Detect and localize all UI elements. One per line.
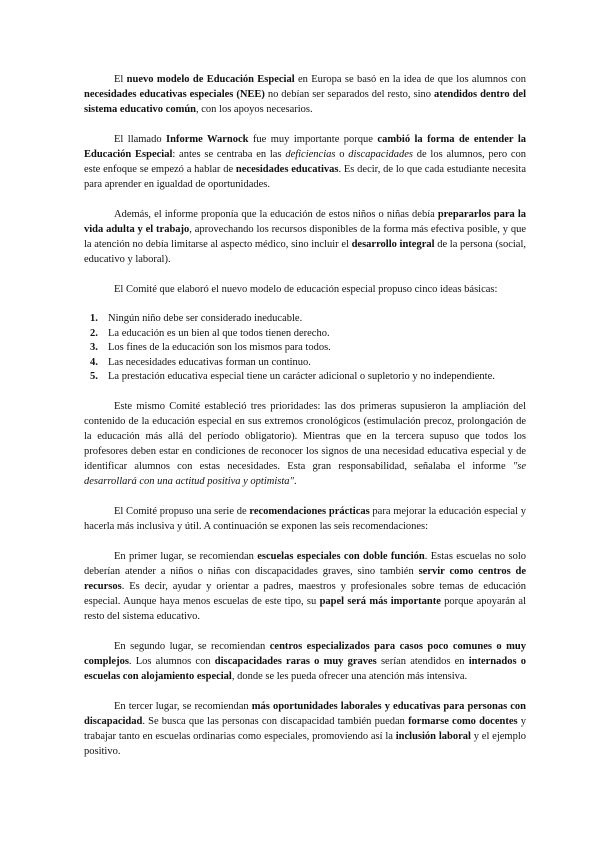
text: . Estas escuelas no solo deberían atender a niños o niñas con discapacidades graves, sino también [84, 550, 527, 577]
text: para mejorar la educación especial y hacerla más inclusiva y útil. A continuación se exponen las seis recomendaciones: [84, 505, 526, 532]
text: porque apoyarán al resto del sistema educativo. [84, 595, 526, 622]
list-number: 3. [90, 342, 98, 353]
list-number: 2. [90, 327, 98, 339]
text: . Los alumnos con [128, 655, 215, 667]
text: : antes se centraba en las [172, 149, 286, 160]
bold-text: internados o escuelas con alojamiento especial [84, 655, 527, 682]
text: El [114, 74, 127, 85]
paragraph-prioridades [84, 399, 526, 489]
text: , aprovechando los recursos disponibles de la forma más efectiva posible, y que la atención no debía limitarse al aspecto médico, sino incluir el [84, 224, 526, 250]
list-item [84, 312, 526, 327]
list-item-text: Ningún niño debe ser considerado ineducable. [108, 313, 303, 324]
text: Este mismo Comité estableció tres prioridades: las dos primeras supusieron la ampliación del contenido de la educación especial en sus extremos cronológicos (estimulación precoz, prolongación de la educación más allá del período obligatorio). Mientras que en la tercera supuso que todos los profesores deben estar en condiciones de reconocer los signos de una necesidad educativa especial y de identificar alumnos con estas necesidades. Esta gran responsabilidad, señalaba el informe [84, 400, 526, 472]
text: y trabajar tanto en escuelas ordinarias como especiales, promoviendo así la [84, 715, 527, 742]
text: En primer lugar, se recomiendan [114, 550, 258, 562]
bold-text: más oportunidades laborales y educativas para personas con discapacidad [84, 700, 526, 727]
text: , donde se les pueda ofrecer una atención más intensiva. [231, 670, 468, 682]
bold-text: Informe Warnock [166, 134, 249, 145]
paragraph-vida-adulta [84, 207, 526, 267]
bold-text: discapacidades raras o muy graves [214, 655, 377, 667]
text: de la persona (social, educativo y laboral). [84, 239, 526, 265]
text: . [293, 475, 297, 487]
text: El Comité propuso una serie de [114, 505, 250, 517]
text: y el ejemplo positivo. [84, 730, 526, 757]
paragraph-recomendaciones [84, 504, 526, 534]
text: . Se busca que las personas con discapacidad también puedan [142, 715, 409, 727]
document-body [84, 72, 526, 774]
list-item-text: La prestación educativa especial tiene un carácter adicional o supletorio y no independiente. [108, 371, 495, 382]
bold-text: formarse como docentes [408, 715, 518, 727]
bold-text: atendidos dentro del sistema educativo común [84, 89, 526, 115]
bold-text: papel será más importante [319, 595, 441, 607]
ideas-list [84, 312, 526, 385]
paragraph-primer-lugar [84, 549, 526, 624]
bold-text: servir como centros de recursos [84, 565, 526, 592]
bold-text: necesidades educativas especiales (NEE) [84, 89, 265, 100]
list-number: 4. [90, 356, 98, 368]
text: . Es decir, ayudar y orientar a padres, maestros y profesionales sobre temas de educación especial. Aunque haya menos escuelas de este tipo, su [84, 580, 526, 607]
list-item-text: Las necesidades educativas forman un continuo. [108, 356, 311, 368]
text: El llamado [114, 134, 167, 145]
paragraph-nuevo-modelo [84, 72, 526, 117]
italic-text: discapacidades [348, 149, 413, 160]
bold-text: centros especializados para casos poco comunes o muy complejos [84, 640, 526, 667]
bold-text: prepararlos para la vida adulta y el trabajo [84, 209, 526, 235]
list-number: 5. [90, 371, 98, 382]
list-item [84, 356, 526, 371]
text: fue muy importante porque [248, 134, 378, 145]
paragraph-informe-warnock [84, 132, 526, 192]
text: no debían ser separados del resto, sino [264, 89, 434, 100]
bold-text: desarrollo integral [351, 239, 435, 250]
italic-text: deficiencias [285, 149, 336, 160]
list-number: 1. [90, 313, 98, 324]
text: en Europa se basó en la idea de que los alumnos con [294, 74, 526, 85]
italic-quote: "se desarrollará con una actitud positiva y optimista" [84, 460, 526, 487]
text: de los alumnos, pero con este enfoque se empezó a hablar de [84, 149, 526, 175]
bold-text: necesidades educativas [235, 164, 339, 175]
text: , con los apoyos necesarios. [196, 104, 313, 115]
list-item-text: Los fines de la educación son los mismos para todos. [108, 342, 331, 353]
text: . Es decir, de lo que cada estudiante necesita para aprender en igualdad de oportunidades. [84, 164, 527, 190]
text: El Comité que elaboró el nuevo modelo de educación especial propuso cinco ideas básicas: [114, 284, 498, 295]
list-item [84, 370, 526, 385]
text: Además, el informe proponía que la educación de estos niños o niñas debía [114, 209, 438, 220]
text: En tercer lugar, se recomiendan [114, 700, 252, 712]
bold-text: escuelas especiales con doble función [257, 550, 425, 562]
bold-text: nuevo modelo de Educación Especial [126, 74, 295, 85]
list-item-text: La educación es un bien al que todos tienen derecho. [108, 327, 330, 339]
list-item [84, 341, 526, 356]
paragraph-cinco-ideas [84, 282, 526, 297]
list-item [84, 327, 526, 342]
bold-text: recomendaciones prácticas [249, 505, 370, 517]
bold-text: inclusión laboral [395, 730, 471, 742]
paragraph-tercer-lugar [84, 699, 526, 759]
bold-text: cambió la forma de entender la Educación Especial [84, 134, 526, 160]
text: serían atendidos en [376, 655, 469, 667]
paragraph-segundo-lugar [84, 639, 526, 684]
text: En segundo lugar, se recomiendan [114, 640, 270, 652]
text: o [335, 149, 349, 160]
